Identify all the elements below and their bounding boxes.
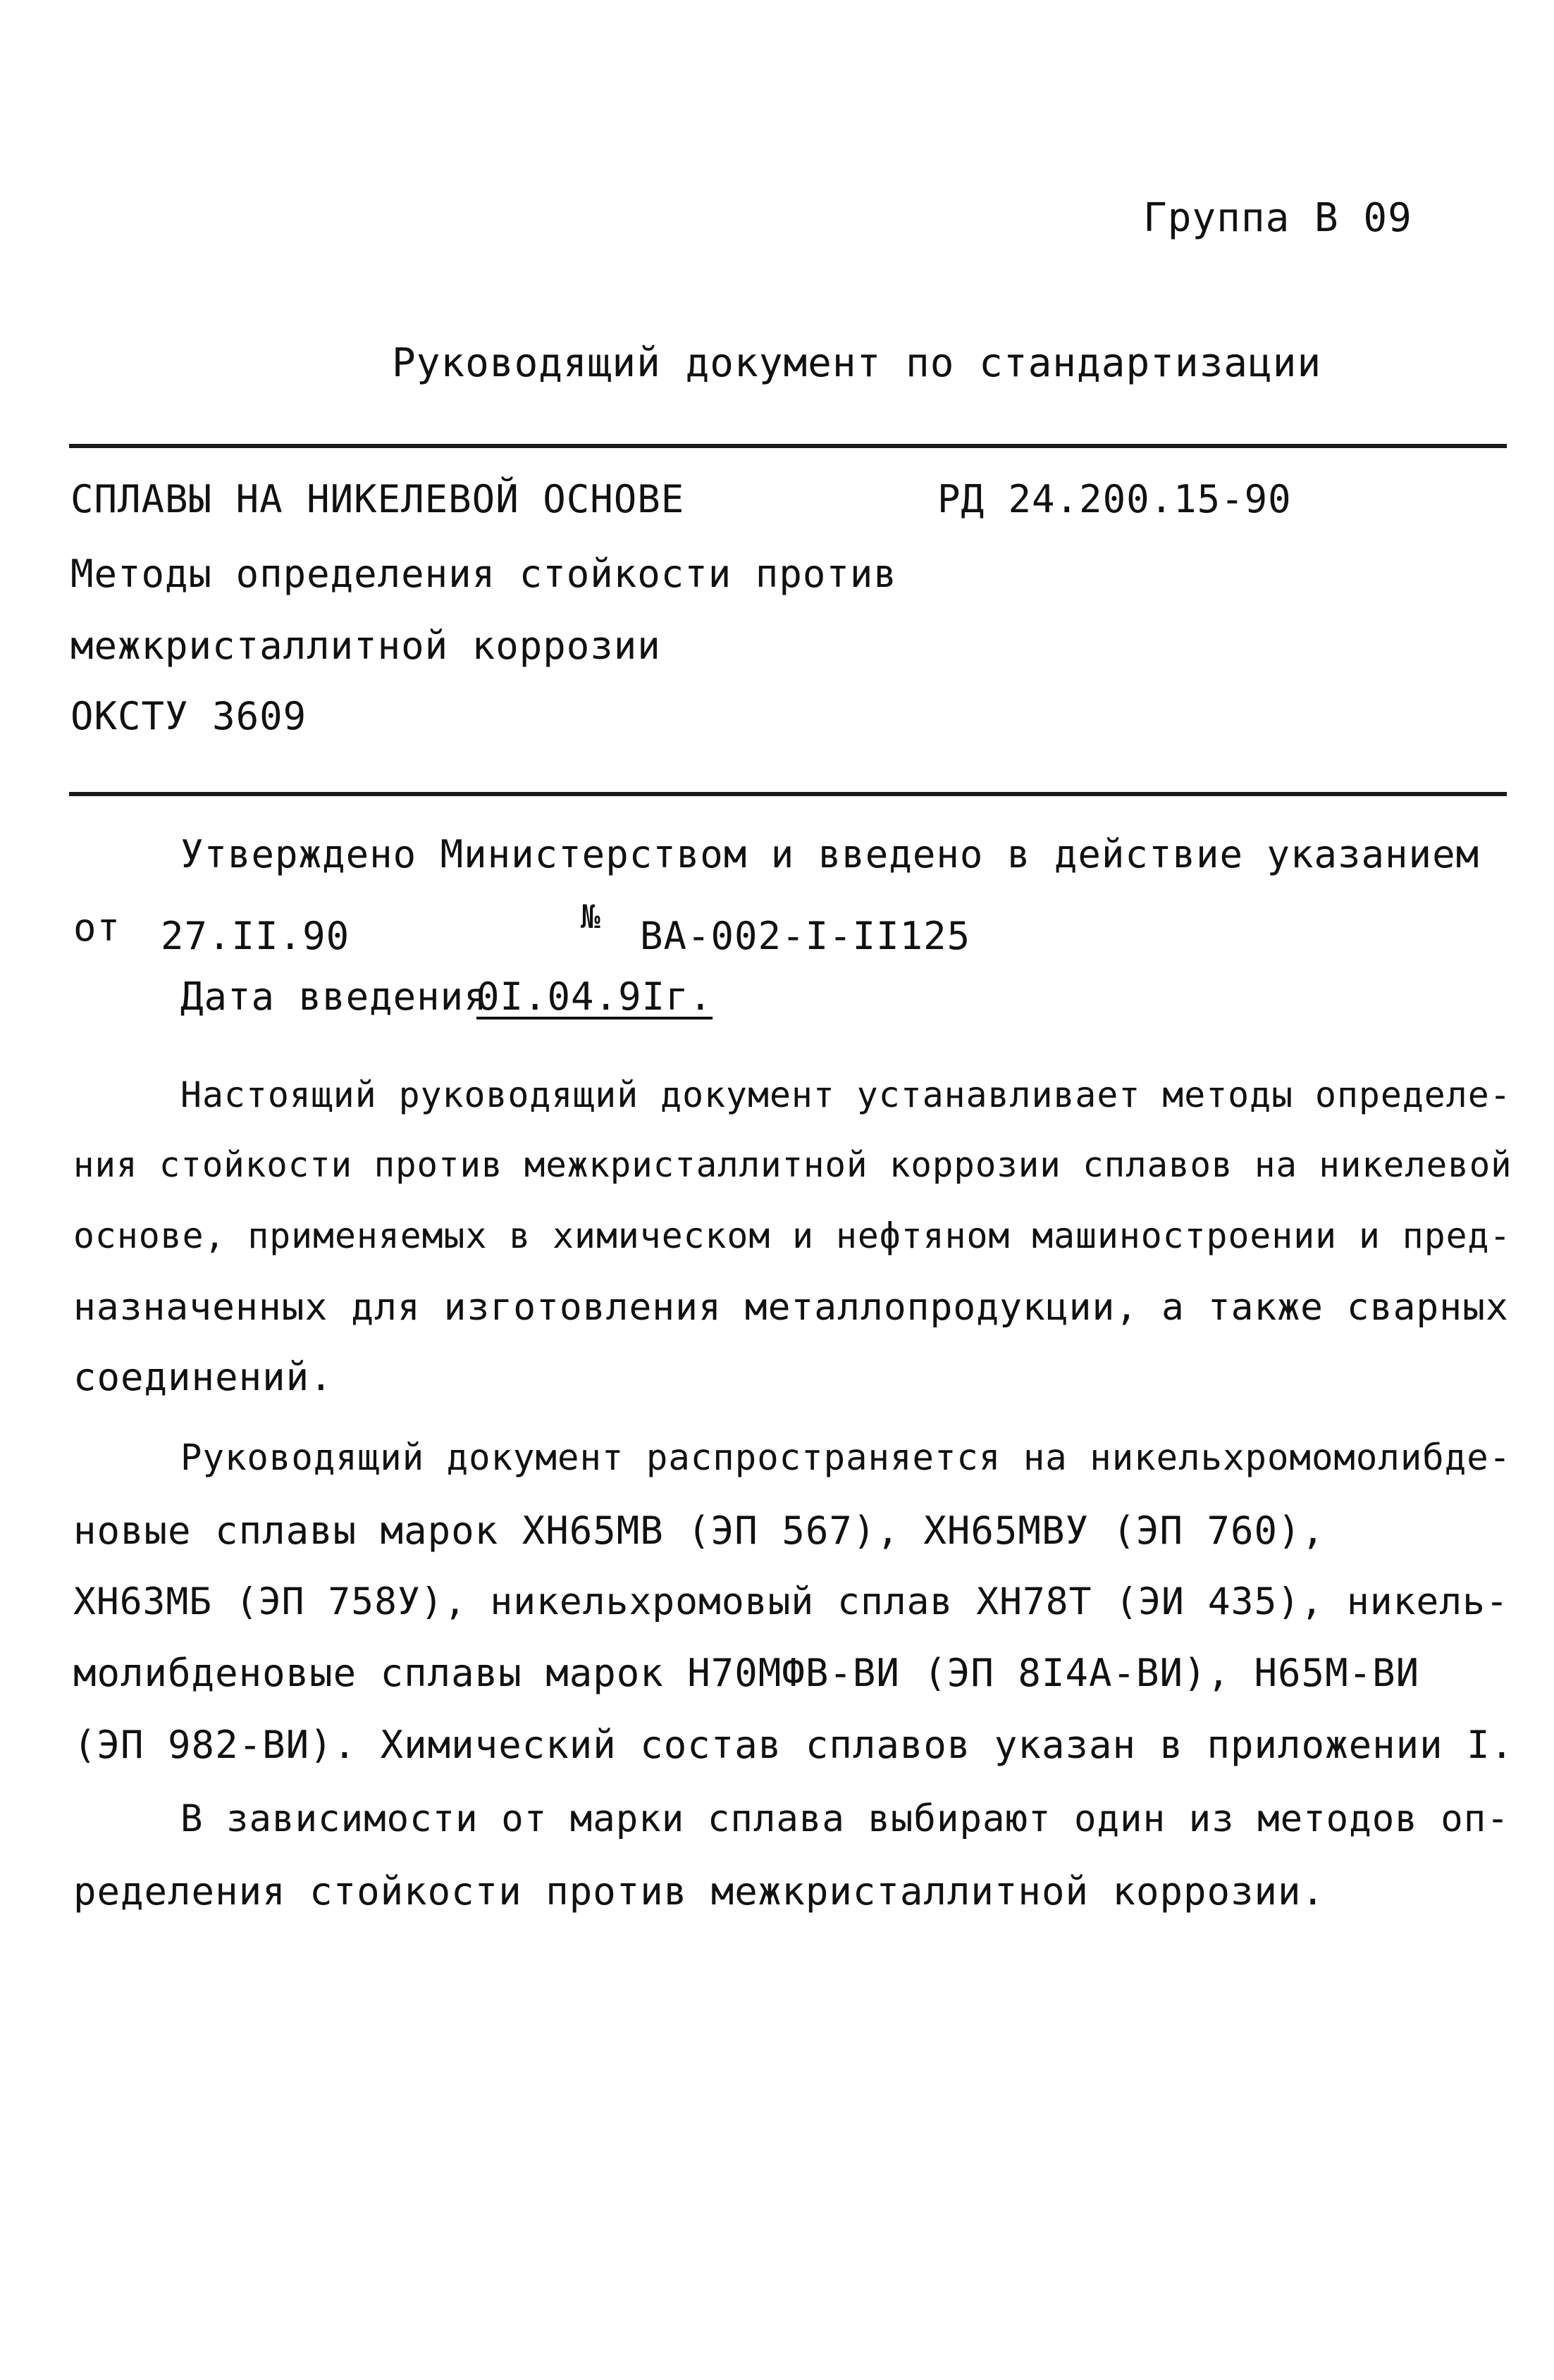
document-subtitle-line-1: Методы определения стойкости против bbox=[70, 552, 897, 596]
paragraph-line: Руководящий документ распространяется на никельхромомолибде- bbox=[180, 1437, 1512, 1478]
document-title: СПЛАВЫ НА НИКЕЛЕВОЙ ОСНОВЕ bbox=[70, 477, 685, 521]
bottom-rule bbox=[69, 792, 1507, 796]
paragraph-line: основе, применяемых в химическом и нефтяном машиностроении и пред- bbox=[73, 1215, 1512, 1256]
intro-date-label: Дата введения bbox=[180, 974, 488, 1019]
approval-date: 27.II.90 bbox=[161, 914, 350, 958]
group-label: Группа В 09 bbox=[1143, 195, 1412, 241]
paragraph-line: Настоящий руководящий документ устанавливает методы определе- bbox=[180, 1074, 1512, 1115]
document-subtitle-line-2: межкристаллитной коррозии bbox=[70, 624, 661, 668]
intro-date: 0I.04.9Iг. bbox=[476, 974, 713, 1019]
paragraph-line: В зависимости от марки сплава выбирают один из методов оп- bbox=[180, 1797, 1510, 1840]
approval-from-label: от bbox=[73, 905, 121, 950]
paragraph-line: молибденовые сплавы марок Н70МФВ-ВИ (ЭП 8I4А-ВИ), Н65М-ВИ bbox=[73, 1651, 1420, 1695]
paragraph-line: соединений. bbox=[73, 1355, 333, 1399]
approval-number-sign: № bbox=[581, 898, 601, 936]
okstu-code: ОКСТУ 3609 bbox=[70, 694, 307, 738]
paragraph-line: назначенных для изготовления металлопродукции, а также сварных bbox=[73, 1286, 1509, 1329]
paragraph-line: ределения стойкости против межкристаллитной коррозии. bbox=[73, 1869, 1326, 1914]
top-rule bbox=[69, 444, 1507, 448]
approval-text: Утверждено Министерством и введено в действие указанием bbox=[180, 832, 1480, 876]
paragraph-line: (ЭП 982-ВИ). Химический состав сплавов указан в приложении I. bbox=[73, 1723, 1515, 1767]
paragraph-line: ния стойкости против межкристаллитной коррозии сплавов на никелевой bbox=[73, 1145, 1512, 1185]
document-type: Руководящий документ по стандартизации bbox=[392, 340, 1322, 386]
approval-number: ВА-002-I-II125 bbox=[640, 914, 971, 958]
paragraph-line: новые сплавы марок ХН65МВ (ЭП 567), ХН65МВУ (ЭП 760), bbox=[73, 1508, 1326, 1553]
paragraph-line: ХН63МБ (ЭП 758У), никельхромовый сплав ХН78Т (ЭИ 435), никель- bbox=[73, 1580, 1509, 1623]
document-code: РД 24.200.15-90 bbox=[937, 477, 1292, 521]
